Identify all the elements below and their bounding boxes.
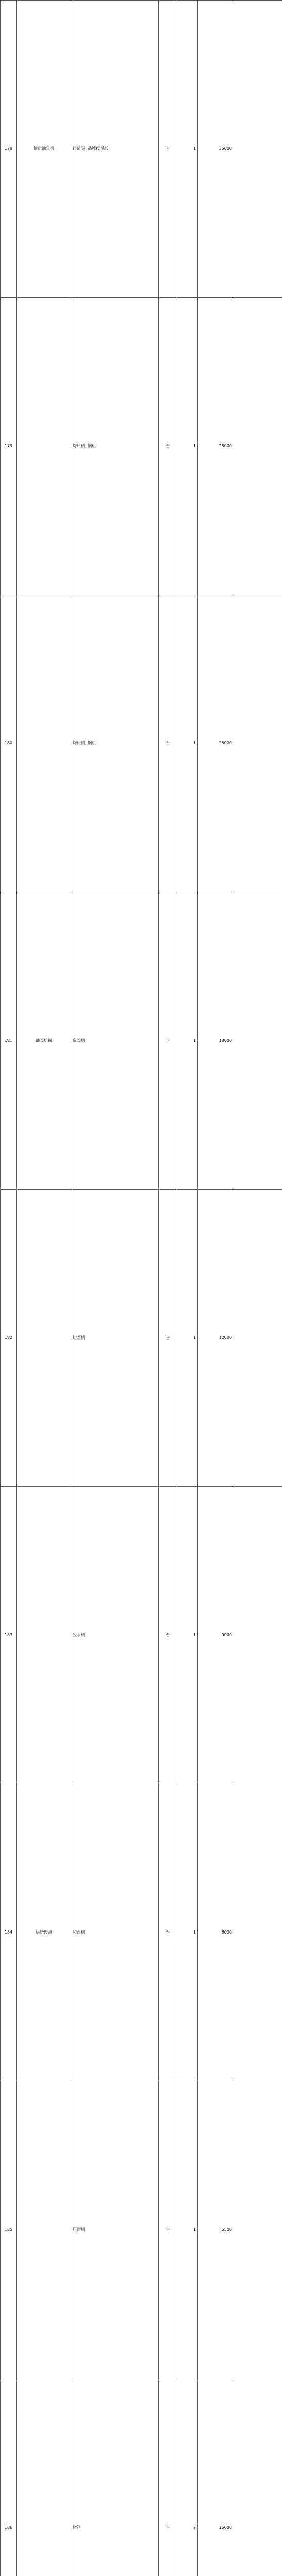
- remark-cell: [234, 892, 282, 1190]
- remark-cell: [234, 1, 282, 298]
- row-number-cell: 185: [1, 2081, 17, 2379]
- quantity-cell: 1: [177, 1487, 198, 1784]
- remark-cell: [234, 298, 282, 595]
- price-cell: 35000: [198, 1, 234, 298]
- item-spec-cell: 均质机, 钢机: [71, 298, 159, 595]
- item-name-cell: [17, 2081, 71, 2379]
- price-cell: 18000: [198, 892, 234, 1190]
- unit-cell: 台: [159, 1, 177, 298]
- item-spec-cell: 脱水机: [71, 1487, 159, 1784]
- item-name-cell: 蔬菜机械: [17, 892, 71, 1190]
- item-spec-cell: 均质机, 钢机: [71, 595, 159, 892]
- row-number-cell: 181: [1, 892, 17, 1190]
- remark-cell: [234, 2081, 282, 2379]
- item-spec-cell: 和面机: [71, 1784, 159, 2081]
- table-row: [1, 892, 282, 1190]
- item-spec-cell: 铸造泵, 品牌按图纸: [71, 1, 159, 298]
- remark-cell: [234, 1190, 282, 1487]
- table-row: [1, 2379, 282, 2576]
- item-name-cell: [17, 595, 71, 892]
- unit-cell: 台: [159, 298, 177, 595]
- item-spec-cell: 切菜机: [71, 1190, 159, 1487]
- item-name-cell: 烘焙设备: [17, 1784, 71, 2081]
- row-number-cell: 178: [1, 1, 17, 298]
- price-cell: 28000: [198, 595, 234, 892]
- table-row: [1, 1, 282, 298]
- row-number-cell: 180: [1, 595, 17, 892]
- quantity-cell: 1: [177, 1, 198, 298]
- row-number-cell: 183: [1, 1487, 17, 1784]
- unit-cell: 台: [159, 1487, 177, 1784]
- table-row: [1, 1487, 282, 1784]
- unit-cell: 台: [159, 2081, 177, 2379]
- unit-cell: 台: [159, 1190, 177, 1487]
- unit-cell: 台: [159, 595, 177, 892]
- unit-cell: 台: [159, 2379, 177, 2576]
- row-number-cell: 179: [1, 298, 17, 595]
- quantity-cell: 1: [177, 2081, 198, 2379]
- item-spec-cell: 烤箱: [71, 2379, 159, 2576]
- table-row: [1, 2081, 282, 2379]
- remark-cell: [234, 1487, 282, 1784]
- price-cell: 15000: [198, 2379, 234, 2576]
- quantity-cell: 1: [177, 595, 198, 892]
- table-row: [1, 1784, 282, 2081]
- price-cell: 9000: [198, 1487, 234, 1784]
- remark-cell: [234, 2379, 282, 2576]
- item-spec-cell: 压面机: [71, 2081, 159, 2379]
- table-row: [1, 595, 282, 892]
- quantity-cell: 1: [177, 892, 198, 1190]
- item-name-cell: [17, 1190, 71, 1487]
- quantity-cell: 1: [177, 1784, 198, 2081]
- quantity-cell: 2: [177, 2379, 198, 2576]
- unit-cell: 台: [159, 1784, 177, 2081]
- table-row: [1, 298, 282, 595]
- quantity-cell: 1: [177, 1190, 198, 1487]
- unit-cell: 台: [159, 892, 177, 1190]
- remark-cell: [234, 1784, 282, 2081]
- remark-cell: [234, 595, 282, 892]
- item-name-cell: 输送油泵机: [17, 1, 71, 298]
- price-cell: 12000: [198, 1190, 234, 1487]
- price-cell: 6000: [198, 1784, 234, 2081]
- item-name-cell: [17, 2379, 71, 2576]
- price-cell: 5500: [198, 2081, 234, 2379]
- price-cell: 28000: [198, 298, 234, 595]
- row-number-cell: 184: [1, 1784, 17, 2081]
- item-name-cell: [17, 1487, 71, 1784]
- table-row: [1, 1190, 282, 1487]
- row-number-cell: 182: [1, 1190, 17, 1487]
- row-number-cell: 186: [1, 2379, 17, 2576]
- item-name-cell: [17, 298, 71, 595]
- quantity-cell: 1: [177, 298, 198, 595]
- item-spec-cell: 洗菜机: [71, 892, 159, 1190]
